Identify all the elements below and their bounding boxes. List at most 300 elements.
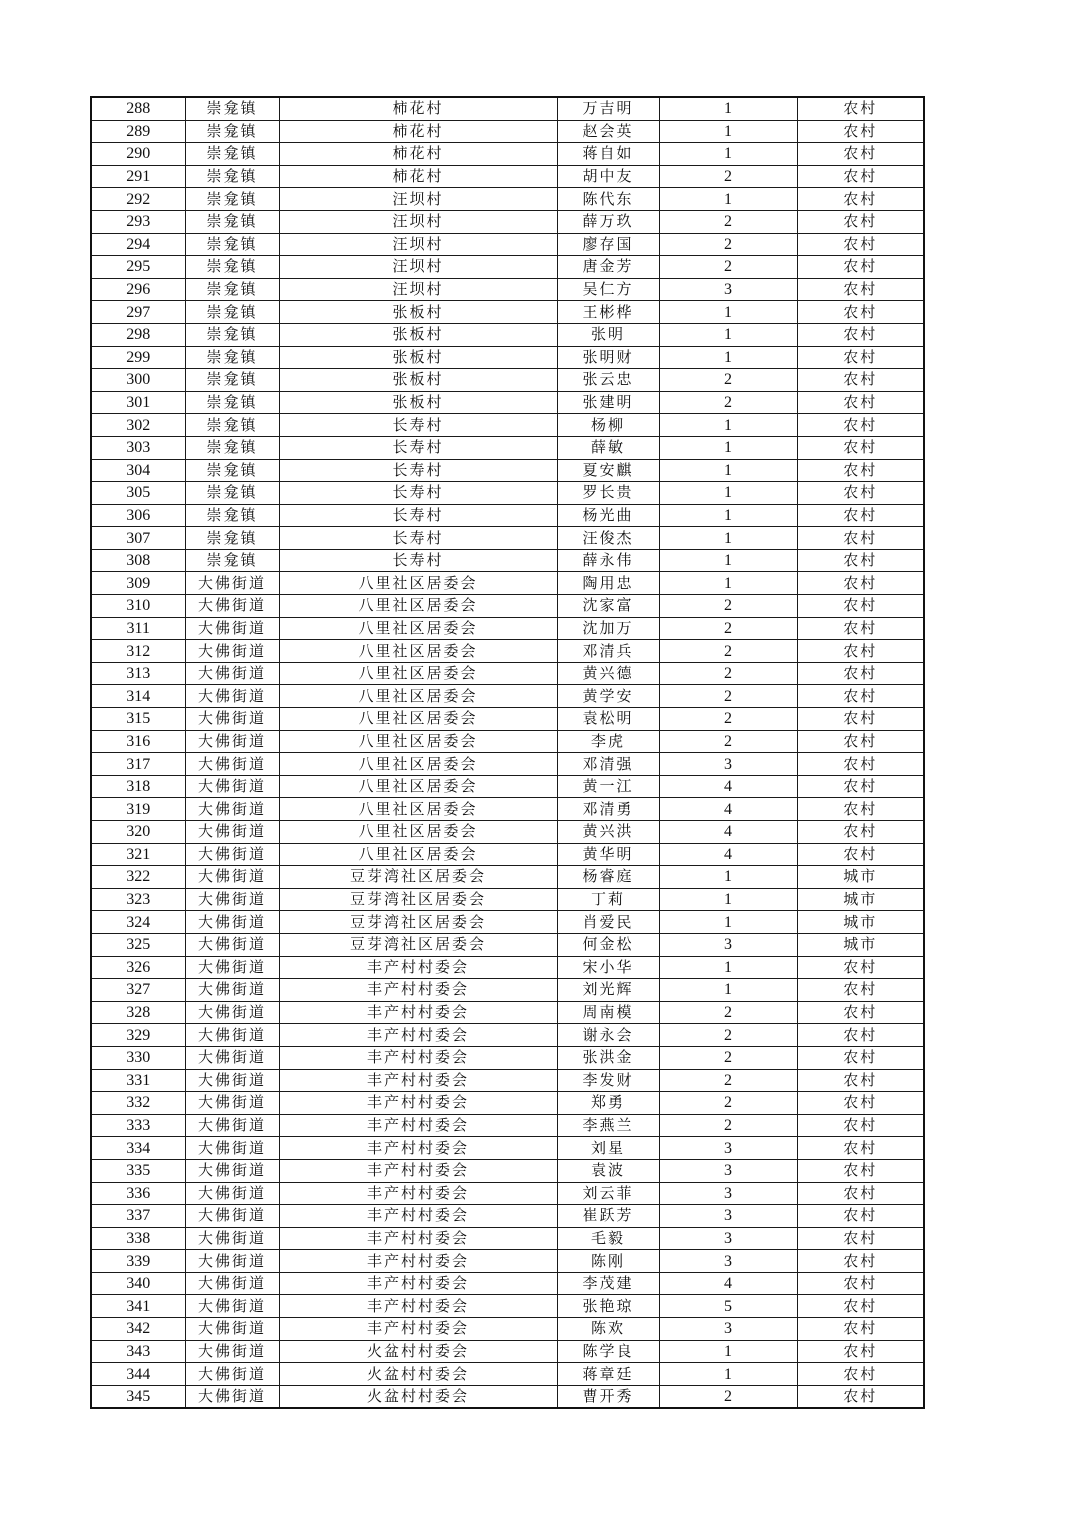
village-cell: 长寿村	[279, 527, 557, 550]
row-number-cell: 307	[91, 527, 185, 550]
table-row	[91, 1385, 924, 1408]
township-cell: 崇龛镇	[185, 527, 279, 550]
area-type-cell: 农村	[797, 346, 924, 369]
table-row	[91, 956, 924, 979]
township-cell: 大佛街道	[185, 708, 279, 731]
name-cell: 张明	[557, 323, 659, 346]
name-cell: 丁莉	[557, 888, 659, 911]
table-row	[91, 685, 924, 708]
township-cell: 崇龛镇	[185, 256, 279, 279]
table-row	[91, 459, 924, 482]
area-type-cell: 农村	[797, 617, 924, 640]
table-row	[91, 188, 924, 211]
area-type-cell: 城市	[797, 933, 924, 956]
count-cell: 2	[659, 1092, 797, 1115]
count-cell: 4	[659, 775, 797, 798]
area-type-cell: 农村	[797, 685, 924, 708]
count-cell: 2	[659, 662, 797, 685]
count-cell: 3	[659, 1159, 797, 1182]
area-type-cell: 城市	[797, 911, 924, 934]
township-cell: 崇龛镇	[185, 391, 279, 414]
name-cell: 崔跃芳	[557, 1205, 659, 1228]
township-cell: 崇龛镇	[185, 278, 279, 301]
row-number-cell: 299	[91, 346, 185, 369]
table-row	[91, 278, 924, 301]
name-cell: 薛敏	[557, 436, 659, 459]
area-type-cell: 农村	[797, 1114, 924, 1137]
name-cell: 张建明	[557, 391, 659, 414]
township-cell: 崇龛镇	[185, 369, 279, 392]
area-type-cell: 农村	[797, 369, 924, 392]
name-cell: 陈刚	[557, 1250, 659, 1273]
name-cell: 杨光曲	[557, 504, 659, 527]
row-number-cell: 328	[91, 1001, 185, 1024]
count-cell: 2	[659, 708, 797, 731]
count-cell: 1	[659, 459, 797, 482]
area-type-cell: 农村	[797, 482, 924, 505]
name-cell: 邓清强	[557, 753, 659, 776]
table-row	[91, 143, 924, 166]
area-type-cell: 农村	[797, 1318, 924, 1341]
table-row	[91, 640, 924, 663]
name-cell: 万吉明	[557, 97, 659, 120]
table-row	[91, 233, 924, 256]
area-type-cell: 农村	[797, 233, 924, 256]
village-cell: 八里社区居委会	[279, 821, 557, 844]
township-cell: 大佛街道	[185, 956, 279, 979]
row-number-cell: 344	[91, 1363, 185, 1386]
table-row	[91, 1340, 924, 1363]
name-cell: 袁波	[557, 1159, 659, 1182]
area-type-cell: 农村	[797, 1092, 924, 1115]
village-cell: 汪坝村	[279, 210, 557, 233]
count-cell: 1	[659, 911, 797, 934]
area-type-cell: 农村	[797, 1182, 924, 1205]
name-cell: 沈加万	[557, 617, 659, 640]
row-number-cell: 313	[91, 662, 185, 685]
count-cell: 2	[659, 1385, 797, 1408]
count-cell: 2	[659, 369, 797, 392]
count-cell: 2	[659, 640, 797, 663]
count-cell: 1	[659, 1340, 797, 1363]
count-cell: 4	[659, 798, 797, 821]
count-cell: 3	[659, 1137, 797, 1160]
table-row	[91, 369, 924, 392]
table-row	[91, 1318, 924, 1341]
name-cell: 薛永伟	[557, 549, 659, 572]
count-cell: 2	[659, 1069, 797, 1092]
name-cell: 胡中友	[557, 165, 659, 188]
row-number-cell: 318	[91, 775, 185, 798]
township-cell: 大佛街道	[185, 798, 279, 821]
village-cell: 丰产村村委会	[279, 1069, 557, 1092]
table-row	[91, 1159, 924, 1182]
name-cell: 袁松明	[557, 708, 659, 731]
name-cell: 周南模	[557, 1001, 659, 1024]
row-number-cell: 326	[91, 956, 185, 979]
table-row	[91, 97, 924, 120]
area-type-cell: 农村	[797, 210, 924, 233]
township-cell: 大佛街道	[185, 1046, 279, 1069]
table-row	[91, 436, 924, 459]
count-cell: 2	[659, 617, 797, 640]
township-cell: 大佛街道	[185, 821, 279, 844]
table-row	[91, 482, 924, 505]
table-row	[91, 775, 924, 798]
village-cell: 张板村	[279, 369, 557, 392]
table-row	[91, 1295, 924, 1318]
name-cell: 唐金芳	[557, 256, 659, 279]
township-cell: 崇龛镇	[185, 459, 279, 482]
count-cell: 1	[659, 888, 797, 911]
village-cell: 丰产村村委会	[279, 1227, 557, 1250]
village-cell: 长寿村	[279, 436, 557, 459]
table-row	[91, 798, 924, 821]
name-cell: 黄学安	[557, 685, 659, 708]
table-row	[91, 708, 924, 731]
village-cell: 汪坝村	[279, 188, 557, 211]
row-number-cell: 310	[91, 595, 185, 618]
village-cell: 丰产村村委会	[279, 1137, 557, 1160]
area-type-cell: 农村	[797, 143, 924, 166]
row-number-cell: 291	[91, 165, 185, 188]
township-cell: 大佛街道	[185, 1159, 279, 1182]
name-cell: 张明财	[557, 346, 659, 369]
village-cell: 豆芽湾社区居委会	[279, 888, 557, 911]
household-table	[90, 96, 925, 1409]
count-cell: 2	[659, 1024, 797, 1047]
township-cell: 大佛街道	[185, 1001, 279, 1024]
township-cell: 大佛街道	[185, 595, 279, 618]
row-number-cell: 301	[91, 391, 185, 414]
count-cell: 1	[659, 527, 797, 550]
township-cell: 大佛街道	[185, 1385, 279, 1408]
table-row	[91, 346, 924, 369]
area-type-cell: 农村	[797, 1272, 924, 1295]
table-row	[91, 1250, 924, 1273]
row-number-cell: 324	[91, 911, 185, 934]
name-cell: 黄华明	[557, 843, 659, 866]
row-number-cell: 339	[91, 1250, 185, 1273]
village-cell: 八里社区居委会	[279, 595, 557, 618]
name-cell: 陈欢	[557, 1318, 659, 1341]
count-cell: 1	[659, 323, 797, 346]
count-cell: 2	[659, 256, 797, 279]
name-cell: 王彬桦	[557, 301, 659, 324]
name-cell: 夏安麒	[557, 459, 659, 482]
township-cell: 大佛街道	[185, 1205, 279, 1228]
row-number-cell: 300	[91, 369, 185, 392]
name-cell: 陈学良	[557, 1340, 659, 1363]
count-cell: 1	[659, 414, 797, 437]
village-cell: 张板村	[279, 301, 557, 324]
row-number-cell: 298	[91, 323, 185, 346]
name-cell: 廖存国	[557, 233, 659, 256]
village-cell: 丰产村村委会	[279, 1318, 557, 1341]
table-row	[91, 120, 924, 143]
table-row	[91, 1092, 924, 1115]
row-number-cell: 333	[91, 1114, 185, 1137]
name-cell: 陈代东	[557, 188, 659, 211]
name-cell: 何金松	[557, 933, 659, 956]
village-cell: 八里社区居委会	[279, 572, 557, 595]
name-cell: 杨睿庭	[557, 866, 659, 889]
township-cell: 大佛街道	[185, 911, 279, 934]
name-cell: 杨柳	[557, 414, 659, 437]
name-cell: 李燕兰	[557, 1114, 659, 1137]
area-type-cell: 农村	[797, 956, 924, 979]
village-cell: 八里社区居委会	[279, 640, 557, 663]
village-cell: 八里社区居委会	[279, 662, 557, 685]
township-cell: 崇龛镇	[185, 436, 279, 459]
table-row	[91, 866, 924, 889]
row-number-cell: 343	[91, 1340, 185, 1363]
table-row	[91, 979, 924, 1002]
township-cell: 大佛街道	[185, 1340, 279, 1363]
township-cell: 大佛街道	[185, 1182, 279, 1205]
row-number-cell: 288	[91, 97, 185, 120]
table-row	[91, 753, 924, 776]
count-cell: 1	[659, 979, 797, 1002]
village-cell: 长寿村	[279, 414, 557, 437]
village-cell: 八里社区居委会	[279, 753, 557, 776]
village-cell: 柿花村	[279, 120, 557, 143]
row-number-cell: 311	[91, 617, 185, 640]
area-type-cell: 城市	[797, 866, 924, 889]
count-cell: 1	[659, 866, 797, 889]
table-row	[91, 527, 924, 550]
village-cell: 柿花村	[279, 165, 557, 188]
village-cell: 八里社区居委会	[279, 775, 557, 798]
village-cell: 长寿村	[279, 482, 557, 505]
area-type-cell: 农村	[797, 1001, 924, 1024]
count-cell: 1	[659, 188, 797, 211]
area-type-cell: 农村	[797, 278, 924, 301]
township-cell: 崇龛镇	[185, 414, 279, 437]
table-row	[91, 391, 924, 414]
count-cell: 2	[659, 1114, 797, 1137]
name-cell: 刘光辉	[557, 979, 659, 1002]
row-number-cell: 292	[91, 188, 185, 211]
count-cell: 4	[659, 843, 797, 866]
name-cell: 沈家富	[557, 595, 659, 618]
area-type-cell: 农村	[797, 1137, 924, 1160]
name-cell: 张洪金	[557, 1046, 659, 1069]
count-cell: 3	[659, 1182, 797, 1205]
village-cell: 火盆村村委会	[279, 1385, 557, 1408]
table-row	[91, 821, 924, 844]
count-cell: 2	[659, 210, 797, 233]
name-cell: 薛万玖	[557, 210, 659, 233]
row-number-cell: 305	[91, 482, 185, 505]
area-type-cell: 农村	[797, 572, 924, 595]
count-cell: 2	[659, 1001, 797, 1024]
township-cell: 崇龛镇	[185, 233, 279, 256]
area-type-cell: 农村	[797, 1295, 924, 1318]
count-cell: 2	[659, 685, 797, 708]
count-cell: 2	[659, 165, 797, 188]
table-row	[91, 1046, 924, 1069]
count-cell: 1	[659, 504, 797, 527]
row-number-cell: 338	[91, 1227, 185, 1250]
count-cell: 2	[659, 595, 797, 618]
township-cell: 大佛街道	[185, 753, 279, 776]
village-cell: 丰产村村委会	[279, 1205, 557, 1228]
row-number-cell: 295	[91, 256, 185, 279]
village-cell: 八里社区居委会	[279, 798, 557, 821]
table-row	[91, 730, 924, 753]
table-row	[91, 1001, 924, 1024]
name-cell: 汪俊杰	[557, 527, 659, 550]
area-type-cell: 农村	[797, 1046, 924, 1069]
township-cell: 大佛街道	[185, 1069, 279, 1092]
village-cell: 丰产村村委会	[279, 979, 557, 1002]
row-number-cell: 331	[91, 1069, 185, 1092]
village-cell: 汪坝村	[279, 256, 557, 279]
village-cell: 汪坝村	[279, 233, 557, 256]
row-number-cell: 296	[91, 278, 185, 301]
area-type-cell: 农村	[797, 1227, 924, 1250]
table-row	[91, 1182, 924, 1205]
area-type-cell: 农村	[797, 1024, 924, 1047]
row-number-cell: 314	[91, 685, 185, 708]
count-cell: 2	[659, 1046, 797, 1069]
count-cell: 1	[659, 572, 797, 595]
row-number-cell: 293	[91, 210, 185, 233]
name-cell: 李虎	[557, 730, 659, 753]
township-cell: 崇龛镇	[185, 120, 279, 143]
area-type-cell: 农村	[797, 843, 924, 866]
area-type-cell: 农村	[797, 165, 924, 188]
count-cell: 1	[659, 120, 797, 143]
row-number-cell: 317	[91, 753, 185, 776]
count-cell: 1	[659, 436, 797, 459]
area-type-cell: 农村	[797, 301, 924, 324]
table-row	[91, 414, 924, 437]
row-number-cell: 334	[91, 1137, 185, 1160]
table-row	[91, 843, 924, 866]
area-type-cell: 农村	[797, 1363, 924, 1386]
village-cell: 长寿村	[279, 459, 557, 482]
township-cell: 大佛街道	[185, 1114, 279, 1137]
row-number-cell: 330	[91, 1046, 185, 1069]
area-type-cell: 农村	[797, 120, 924, 143]
count-cell: 1	[659, 346, 797, 369]
name-cell: 黄一江	[557, 775, 659, 798]
village-cell: 丰产村村委会	[279, 1159, 557, 1182]
name-cell: 曹开秀	[557, 1385, 659, 1408]
count-cell: 3	[659, 1250, 797, 1273]
table-row	[91, 933, 924, 956]
row-number-cell: 316	[91, 730, 185, 753]
village-cell: 豆芽湾社区居委会	[279, 866, 557, 889]
table-row	[91, 911, 924, 934]
township-cell: 崇龛镇	[185, 188, 279, 211]
township-cell: 大佛街道	[185, 1363, 279, 1386]
village-cell: 八里社区居委会	[279, 685, 557, 708]
count-cell: 1	[659, 1363, 797, 1386]
row-number-cell: 309	[91, 572, 185, 595]
count-cell: 3	[659, 1227, 797, 1250]
table-row	[91, 888, 924, 911]
count-cell: 3	[659, 1318, 797, 1341]
table-row	[91, 165, 924, 188]
township-cell: 大佛街道	[185, 933, 279, 956]
table-row	[91, 617, 924, 640]
name-cell: 陶用忠	[557, 572, 659, 595]
row-number-cell: 335	[91, 1159, 185, 1182]
area-type-cell: 农村	[797, 1250, 924, 1273]
table-row	[91, 1205, 924, 1228]
count-cell: 1	[659, 956, 797, 979]
village-cell: 八里社区居委会	[279, 730, 557, 753]
count-cell: 3	[659, 278, 797, 301]
count-cell: 1	[659, 482, 797, 505]
area-type-cell: 农村	[797, 323, 924, 346]
township-cell: 大佛街道	[185, 843, 279, 866]
row-number-cell: 302	[91, 414, 185, 437]
count-cell: 1	[659, 143, 797, 166]
row-number-cell: 308	[91, 549, 185, 572]
township-cell: 大佛街道	[185, 775, 279, 798]
township-cell: 崇龛镇	[185, 482, 279, 505]
name-cell: 李茂建	[557, 1272, 659, 1295]
village-cell: 丰产村村委会	[279, 1046, 557, 1069]
name-cell: 罗长贵	[557, 482, 659, 505]
row-number-cell: 329	[91, 1024, 185, 1047]
township-cell: 崇龛镇	[185, 143, 279, 166]
count-cell: 2	[659, 730, 797, 753]
township-cell: 大佛街道	[185, 662, 279, 685]
area-type-cell: 农村	[797, 436, 924, 459]
row-number-cell: 345	[91, 1385, 185, 1408]
name-cell: 黄兴洪	[557, 821, 659, 844]
row-number-cell: 306	[91, 504, 185, 527]
village-cell: 丰产村村委会	[279, 1114, 557, 1137]
area-type-cell: 农村	[797, 662, 924, 685]
village-cell: 丰产村村委会	[279, 1001, 557, 1024]
name-cell: 邓清勇	[557, 798, 659, 821]
row-number-cell: 332	[91, 1092, 185, 1115]
name-cell: 赵会英	[557, 120, 659, 143]
area-type-cell: 农村	[797, 753, 924, 776]
village-cell: 豆芽湾社区居委会	[279, 933, 557, 956]
village-cell: 丰产村村委会	[279, 956, 557, 979]
village-cell: 八里社区居委会	[279, 843, 557, 866]
township-cell: 大佛街道	[185, 888, 279, 911]
count-cell: 3	[659, 753, 797, 776]
township-cell: 大佛街道	[185, 685, 279, 708]
row-number-cell: 342	[91, 1318, 185, 1341]
table-row	[91, 256, 924, 279]
name-cell: 张云忠	[557, 369, 659, 392]
row-number-cell: 312	[91, 640, 185, 663]
area-type-cell: 农村	[797, 775, 924, 798]
table-row	[91, 1024, 924, 1047]
row-number-cell: 297	[91, 301, 185, 324]
name-cell: 谢永会	[557, 1024, 659, 1047]
row-number-cell: 336	[91, 1182, 185, 1205]
village-cell: 张板村	[279, 391, 557, 414]
count-cell: 2	[659, 391, 797, 414]
table-row	[91, 1363, 924, 1386]
area-type-cell: 农村	[797, 1385, 924, 1408]
count-cell: 4	[659, 1272, 797, 1295]
row-number-cell: 325	[91, 933, 185, 956]
area-type-cell: 农村	[797, 256, 924, 279]
area-type-cell: 农村	[797, 1205, 924, 1228]
township-cell: 大佛街道	[185, 1092, 279, 1115]
